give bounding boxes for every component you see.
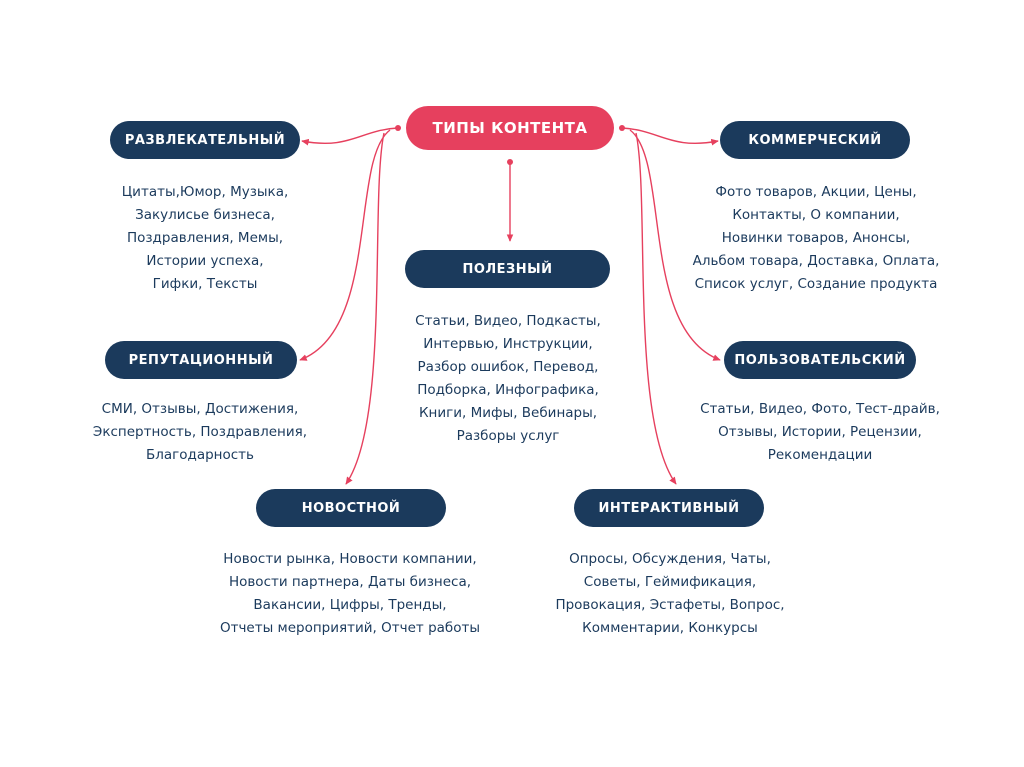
item-line: Благодарность xyxy=(145,447,255,463)
category-user: ПОЛЬЗОВАТЕЛЬСКИЙ xyxy=(724,341,916,379)
item-line: Разборы услуг xyxy=(456,428,560,444)
link-root-news xyxy=(346,133,384,484)
item-line: Вакансии, Цифры, Тренды, xyxy=(253,597,447,613)
item-line: Отчеты мероприятий, Отчет работы xyxy=(219,620,481,636)
category-news: НОВОСТНОЙ xyxy=(256,489,446,527)
category-entertaining: РАЗВЛЕКАТЕЛЬНЫЙ xyxy=(110,121,300,159)
root-dot-right xyxy=(619,125,625,131)
item-line: Контакты, О компании, xyxy=(732,207,900,223)
category-reputational: РЕПУТАЦИОННЫЙ xyxy=(105,341,297,379)
item-line: Список услуг, Создание продукта xyxy=(694,276,938,292)
item-line: Отзывы, Истории, Рецензии, xyxy=(718,424,922,440)
root-dot-left xyxy=(395,125,401,131)
item-line: Закулисье бизнеса, xyxy=(135,207,275,223)
category-interactive-items xyxy=(530,548,810,640)
item-line: Поздравления, Мемы, xyxy=(126,230,284,246)
item-line: Книги, Мифы, Вебинары, xyxy=(418,405,598,421)
link-root-reputational xyxy=(300,130,390,360)
category-commercial-items xyxy=(676,181,956,296)
category-useful-items xyxy=(398,310,618,448)
category-reputational-items xyxy=(75,398,325,467)
item-line: Альбом товара, Доставка, Оплата, xyxy=(692,253,940,269)
item-line: Опросы, Обсуждения, Чаты, xyxy=(569,551,771,567)
item-line: Статьи, Видео, Фото, Тест-драйв, xyxy=(700,401,940,417)
link-root-interactive xyxy=(636,133,676,484)
category-user-items xyxy=(680,398,960,467)
item-line: Фото товаров, Акции, Цены, xyxy=(715,184,917,200)
item-line: Цитаты,Юмор, Музыка, xyxy=(121,184,289,200)
item-line: Комментарии, Конкурсы xyxy=(582,620,758,636)
item-line: СМИ, Отзывы, Достижения, xyxy=(101,401,299,417)
item-line: Истории успеха, xyxy=(146,253,264,269)
item-line: Подборка, Инфографика, xyxy=(417,382,599,398)
item-line: Новости партнера, Даты бизнеса, xyxy=(228,574,472,590)
item-line: Гифки, Тексты xyxy=(152,276,258,292)
category-useful: ПОЛЕЗНЫЙ xyxy=(405,250,610,288)
category-entertaining-items xyxy=(105,181,305,296)
item-line: Экспертность, Поздравления, xyxy=(92,424,308,440)
category-commercial: КОММЕРЧЕСКИЙ xyxy=(720,121,910,159)
root-dot-bottom xyxy=(507,159,513,165)
category-news-items xyxy=(200,548,500,640)
item-line: Статьи, Видео, Подкасты, xyxy=(415,313,601,329)
item-line: Провокация, Эстафеты, Вопрос, xyxy=(555,597,785,613)
category-interactive: ИНТЕРАКТИВНЫЙ xyxy=(574,489,764,527)
item-line: Рекомендации xyxy=(767,447,873,463)
item-line: Новинки товаров, Анонсы, xyxy=(721,230,911,246)
item-line: Советы, Геймификация, xyxy=(583,574,757,590)
item-line: Разбор ошибок, Перевод, xyxy=(417,359,599,375)
item-line: Новости рынка, Новости компании, xyxy=(223,551,477,567)
item-line: Интервью, Инструкции, xyxy=(423,336,593,352)
root-node: ТИПЫ КОНТЕНТА xyxy=(406,106,614,150)
